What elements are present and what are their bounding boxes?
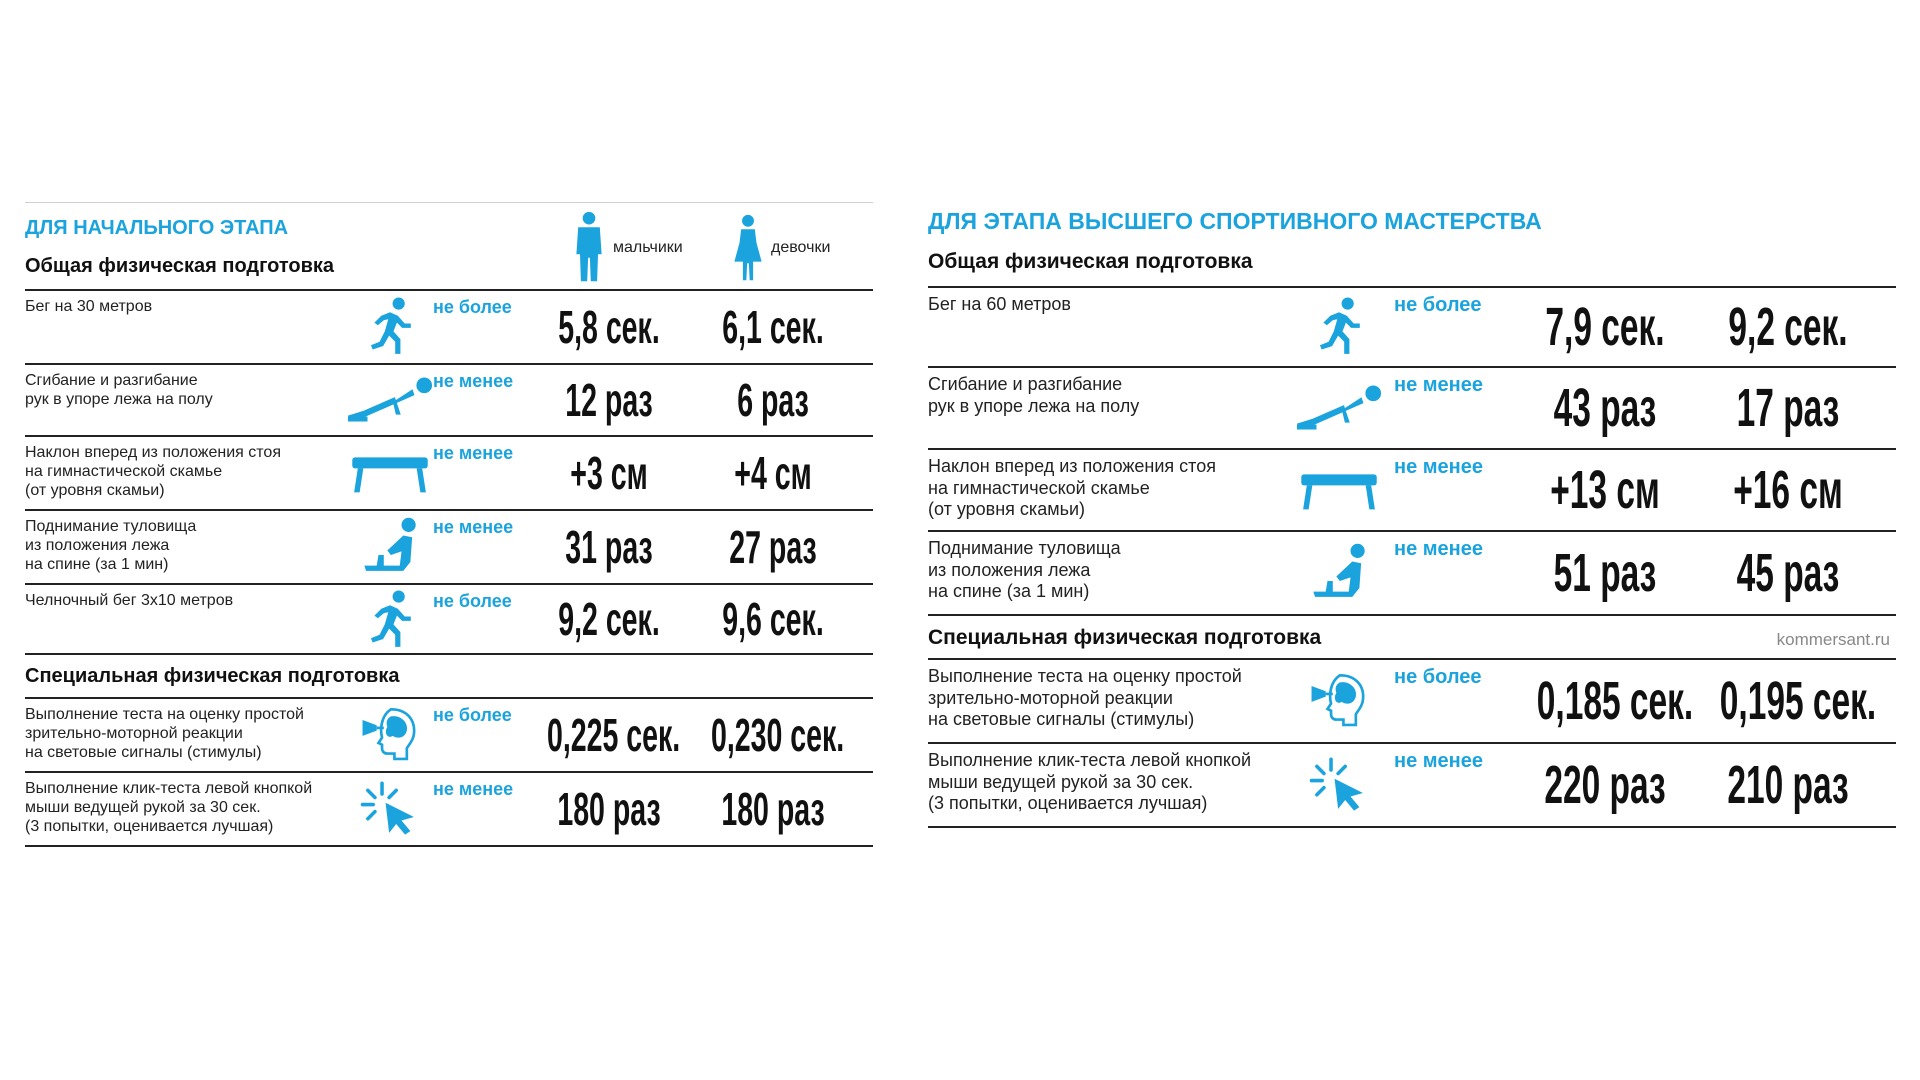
exercise-label: Поднимание туловища из положения лежа на спине (за 1 мин) [25, 518, 197, 574]
special-header [928, 614, 1896, 658]
condition-label: не менее [1394, 538, 1484, 560]
condition-label: не менее [1394, 456, 1484, 478]
exercise-label: Поднимание туловища из положения лежа на спине (за 1 мин) [928, 538, 1121, 602]
table-row [25, 289, 873, 363]
girls-value: +16 см [1733, 460, 1843, 520]
general-rows [25, 289, 873, 653]
mouse-click-icon [359, 778, 421, 840]
boys-value: 51 раз [1553, 543, 1657, 603]
stage-heading: ДЛЯ НАЧАЛЬНОГО ЭТАПА [25, 217, 289, 239]
table-row [928, 742, 1896, 826]
boys-value: 12 раз [565, 374, 653, 426]
general-rows [928, 286, 1896, 614]
bench-icon [348, 450, 432, 496]
stage-heading: ДЛЯ ЭТАПА ВЫСШЕГО СПОРТИВНОГО МАСТЕРСТВА [928, 208, 1542, 234]
pushup-icon [346, 375, 434, 425]
exercise-label: Бег на 60 метров [928, 294, 1071, 314]
boys-value: +3 см [570, 447, 648, 499]
boys-value: 0,225 сек. [547, 709, 681, 761]
exercise-label: Челночный бег 3х10 метров [25, 592, 234, 609]
girls-value: 6,1 сек. [722, 301, 824, 353]
special-header [25, 653, 873, 697]
special-section-title: Специальная физическая подготовка [928, 626, 1322, 649]
boys-value: 9,2 сек. [558, 593, 660, 645]
exercise-label: Выполнение клик-теста левой кнопкой мыши ведущей рукой за 30 сек. (3 попытки, оценивается лучшая) [928, 750, 1252, 814]
bottom-rule [25, 845, 873, 847]
condition-label: не более [433, 591, 512, 611]
condition-label: не более [1394, 666, 1482, 688]
reaction-head-icon [1308, 670, 1370, 732]
bottom-rule [928, 826, 1896, 828]
table-row [928, 448, 1896, 530]
condition-label: не менее [433, 371, 514, 391]
condition-label: не менее [1394, 750, 1484, 772]
boys-label: мальчики [613, 239, 683, 256]
girls-value: 210 раз [1727, 755, 1849, 815]
running-icon [364, 589, 416, 651]
table-row [25, 363, 873, 435]
bench-icon [1297, 467, 1381, 513]
boys-value: 7,9 сек. [1545, 297, 1665, 357]
boys-value: 5,8 сек. [558, 301, 660, 353]
boys-value: 220 раз [1544, 755, 1666, 815]
table-row [928, 658, 1896, 742]
girls-value: 0,195 сек. [1719, 671, 1877, 731]
boy-icon [571, 211, 607, 283]
special-section-title: Специальная физическая подготовка [25, 665, 400, 687]
condition-label: не менее [433, 517, 514, 537]
girls-value: 27 раз [729, 521, 817, 573]
table-row [25, 509, 873, 583]
exercise-label: Выполнение клик-теста левой кнопкой мыши ведущей рукой за 30 сек. (3 попытки, оценивается лучшая) [25, 780, 313, 836]
girls-value: 45 раз [1736, 543, 1840, 603]
running-icon [1313, 296, 1365, 358]
exercise-label: Сгибание и разгибание рук в упоре лежа на полу [928, 374, 1140, 416]
exercise-label: Бег на 30 метров [25, 298, 153, 315]
condition-label: не менее [433, 443, 514, 463]
table-row [928, 366, 1896, 448]
table-row [25, 435, 873, 509]
exercise-label: Сгибание и разгибание рук в упоре лежа на полу [25, 372, 213, 409]
condition-label: не менее [1394, 374, 1484, 396]
exercise-label: Выполнение теста на оценку простой зрительно-моторной реакции на световые сигналы (стимулы) [25, 706, 304, 762]
table-row [25, 771, 873, 845]
table-row [25, 697, 873, 771]
boys-value: 31 раз [565, 521, 653, 573]
boys-value: 0,185 сек. [1536, 671, 1694, 731]
girls-value: 0,230 сек. [711, 709, 845, 761]
exercise-label: Выполнение теста на оценку простой зрительно-моторной реакции на световые сигналы (стимулы) [928, 666, 1242, 730]
special-rows [25, 697, 873, 845]
top-rule [25, 202, 873, 289]
exercise-label: Наклон вперед из положения стоя на гимнастической скамье (от уровня скамьи) [928, 456, 1216, 520]
girls-value: 6 раз [737, 374, 809, 426]
mouse-click-icon [1308, 754, 1370, 816]
boys-value: 43 раз [1553, 378, 1657, 438]
reaction-head-icon [359, 704, 421, 766]
right-header [928, 198, 1896, 286]
pushup-icon [1295, 383, 1383, 433]
situp-icon [1308, 542, 1370, 604]
condition-label: не менее [433, 779, 514, 799]
table-row [928, 530, 1896, 614]
boys-value: +13 см [1550, 460, 1660, 520]
condition-label: не более [433, 705, 512, 725]
right-panel [928, 198, 1896, 828]
girls-value: 17 раз [1736, 378, 1840, 438]
situp-icon [359, 516, 421, 578]
condition-label: не более [1394, 294, 1482, 316]
girls-value: 180 раз [721, 783, 825, 835]
source-credit: kommersant.ru [1776, 630, 1890, 649]
condition-label: не более [433, 297, 512, 317]
girls-value: 9,2 сек. [1728, 297, 1848, 357]
girls-value: +4 см [734, 447, 812, 499]
boys-value: 180 раз [557, 783, 661, 835]
special-rows [928, 658, 1896, 826]
exercise-label: Наклон вперед из положения стоя на гимнастической скамье (от уровня скамьи) [25, 444, 281, 500]
general-section-title: Общая физическая подготовка [25, 255, 335, 277]
girl-icon [731, 213, 765, 283]
general-section-title: Общая физическая подготовка [928, 250, 1253, 273]
table-row [928, 286, 1896, 366]
table-row [25, 583, 873, 653]
running-icon [364, 296, 416, 358]
girls-label: девочки [771, 239, 831, 256]
left-panel [25, 202, 873, 847]
girls-value: 9,6 сек. [722, 593, 824, 645]
